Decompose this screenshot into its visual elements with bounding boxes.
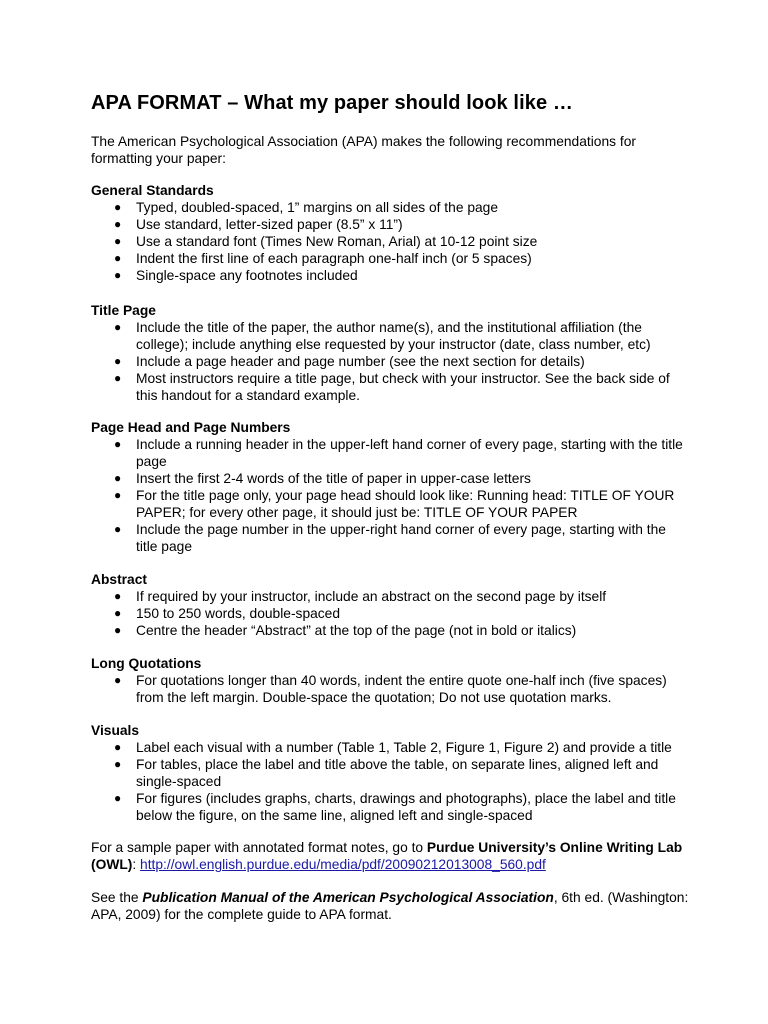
list-item: ● For figures (includes graphs, charts, drawings and photographs), place the label and title below the figure, on the same line, aligned left and single-spaced [114, 791, 676, 823]
bullet-icon: ● [114, 354, 122, 368]
list-item: ● Include the title of the paper, the author name(s), and the institutional affiliation (the college); include anything else requested by your instructor (date, class number, etc) [114, 320, 651, 352]
bullet-icon: ● [114, 471, 122, 485]
section-abstract [91, 571, 691, 639]
page-title: APA FORMAT – What my paper should look like … [91, 92, 573, 114]
manual-title: Publication Manual of the American Psychological Association [142, 890, 554, 905]
intro-paragraph: The American Psychological Association (APA) makes the following recommendations for formatting your paper: [91, 134, 636, 166]
list-item: ● Insert the first 2-4 words of the title of paper in upper-case letters [114, 471, 531, 486]
section-general-standards [91, 182, 691, 284]
list-item: ● Include the page number in the upper-right hand corner of every page, starting with the title page [114, 522, 666, 554]
bullet-icon: ● [114, 623, 122, 637]
list-item: ● For tables, place the label and title above the table, on separate lines, aligned left and single-spaced [114, 757, 659, 789]
list-item: ● Most instructors require a title page, but check with your instructor. See the back side of this handout for a standard example. [114, 371, 670, 403]
section-heading: Abstract [91, 572, 147, 587]
owl-source-name: Purdue University’s Online Writing Lab (OWL) [91, 840, 683, 872]
bullet-icon: ● [114, 673, 122, 687]
list-item: ● Centre the header “Abstract” at the top of the page (not in bold or italics) [114, 623, 577, 638]
list-item: ● Use a standard font (Times New Roman, Arial) at 10-12 point size [114, 234, 538, 249]
list-item: ● Single-space any footnotes included [114, 268, 358, 283]
section-visuals [91, 722, 691, 824]
bullet-list [91, 319, 691, 404]
section-heading: Long Quotations [91, 656, 202, 671]
owl-sample-link[interactable]: http://owl.english.purdue.edu/media/pdf/20090212013008_560.pdf [140, 857, 546, 872]
list-item: ● For the title page only, your page head should look like: Running head: TITLE OF YOUR PAPER; for every other page, it should just be: TITLE OF YOUR PAPER [114, 488, 675, 520]
section-heading: Visuals [91, 723, 140, 738]
section-heading: Title Page [91, 303, 156, 318]
bullet-list [91, 672, 691, 706]
bullet-list [91, 436, 691, 555]
bullet-icon: ● [114, 320, 122, 334]
bullet-icon: ● [114, 217, 122, 231]
list-item: ● For quotations longer than 40 words, indent the entire quote one-half inch (five spaces) from the left margin. Double-space the quotation; Do not use quotation marks. [114, 673, 667, 705]
manual-paragraph: See the Publication Manual of the American Psychological Association, 6th ed. (Washington: APA, 2009) for the complete guide to APA format. [91, 890, 689, 922]
bullet-list [91, 199, 691, 284]
section-page-head [91, 419, 691, 555]
list-item: ● Include a page header and page number (see the next section for details) [114, 354, 585, 369]
bullet-list [91, 739, 691, 824]
list-item: ● Label each visual with a number (Table 1, Table 2, Figure 1, Figure 2) and provide a title [114, 740, 672, 755]
bullet-icon: ● [114, 522, 122, 536]
bullet-icon: ● [114, 589, 122, 603]
section-heading: General Standards [91, 183, 214, 198]
bullet-icon: ● [114, 791, 122, 805]
list-item: ● If required by your instructor, include an abstract on the second page by itself [114, 589, 607, 604]
list-item: ● Typed, doubled-spaced, 1” margins on all sides of the page [114, 200, 499, 215]
bullet-icon: ● [114, 488, 122, 502]
list-item: ● Use standard, letter-sized paper (8.5” x 11”) [114, 217, 403, 232]
bullet-icon: ● [114, 268, 122, 282]
section-long-quotations [91, 655, 691, 706]
section-heading: Page Head and Page Numbers [91, 420, 291, 435]
list-item: ● Indent the first line of each paragraph one-half inch (or 5 spaces) [114, 251, 532, 266]
bullet-icon: ● [114, 234, 122, 248]
bullet-icon: ● [114, 606, 122, 620]
bullet-icon: ● [114, 740, 122, 754]
list-item: ● Include a running header in the upper-left hand corner of every page, starting with the title page [114, 437, 683, 469]
list-item: ● 150 to 250 words, double-spaced [114, 606, 341, 621]
bullet-icon: ● [114, 757, 122, 771]
bullet-icon: ● [114, 437, 122, 451]
section-title-page [91, 302, 691, 404]
bullet-icon: ● [114, 371, 122, 385]
bullet-icon: ● [114, 200, 122, 214]
sample-paper-paragraph: For a sample paper with annotated format notes, go to Purdue University’s Online Writing Lab (OWL): http://owl.english.purdue.edu/media/pdf/20090212013008_560.pdf [91, 840, 683, 872]
bullet-icon: ● [114, 251, 122, 265]
bullet-list [91, 588, 691, 639]
